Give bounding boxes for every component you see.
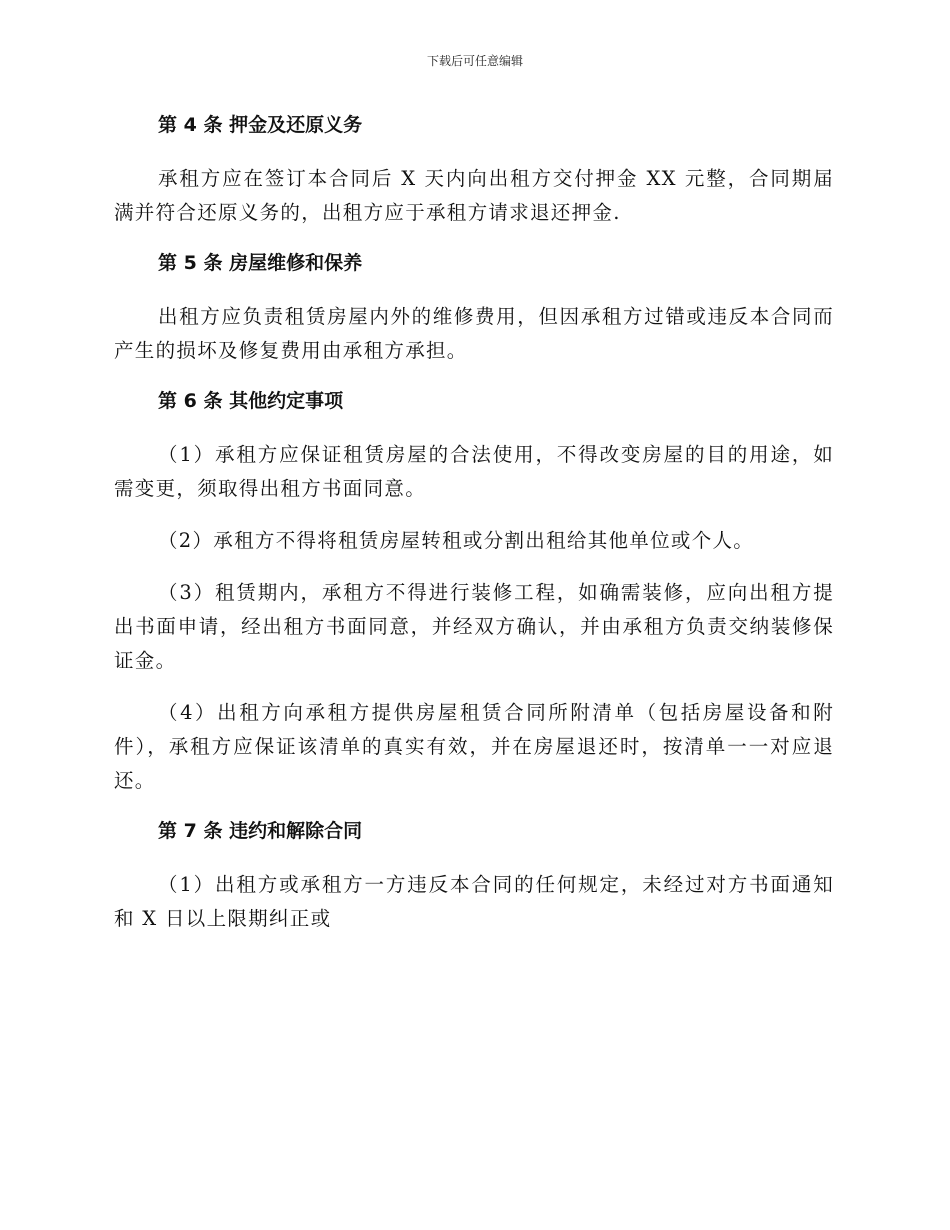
article-4-heading: 第 4 条 押金及还原义务: [158, 114, 363, 136]
article-5-paragraph: 出租方应负责租赁房屋内外的维修费用，但因承租方过错或违反本合同而产生的损坏及修复费用由承租方承担。: [114, 305, 834, 362]
article-6-item-3: （3）租赁期内，承租方不得进行装修工程，如确需装修，应向出租方提出书面申请，经出租方书面同意，并经双方确认，并由承租方负责交纳装修保证金。: [114, 581, 834, 672]
article-6-heading: 第 6 条 其他约定事项: [158, 390, 344, 412]
article-6-item-4: （4）出租方向承租方提供房屋租赁合同所附清单（包括房屋设备和附件），承租方应保证该清单的真实有效，并在房屋退还时，按清单一一对应退还。: [114, 701, 834, 792]
article-4-paragraph: 承租方应在签订本合同后 X 天内向出租方交付押金 XX 元整，合同期届满并符合还原义务的，出租方应于承租方请求退还押金.: [114, 167, 834, 224]
document-body: [114, 110, 834, 954]
article-7-item-1: （1）出租方或承租方一方违反本合同的任何规定，未经过对方书面通知和 X 日以上限期纠正或: [114, 873, 834, 930]
page-header: 下载后可任意编辑: [426, 54, 523, 68]
article-7-heading: 第 7 条 违约和解除合同: [158, 820, 363, 842]
article-6-item-1: （1）承租方应保证租赁房屋的合法使用，不得改变房屋的目的用途，如需变更，须取得出租方书面同意。: [114, 443, 834, 500]
article-5-heading: 第 5 条 房屋维修和保养: [158, 252, 363, 274]
article-6-item-2: （2）承租方不得将租赁房屋转租或分割出租给其他单位或个人。: [158, 529, 755, 552]
